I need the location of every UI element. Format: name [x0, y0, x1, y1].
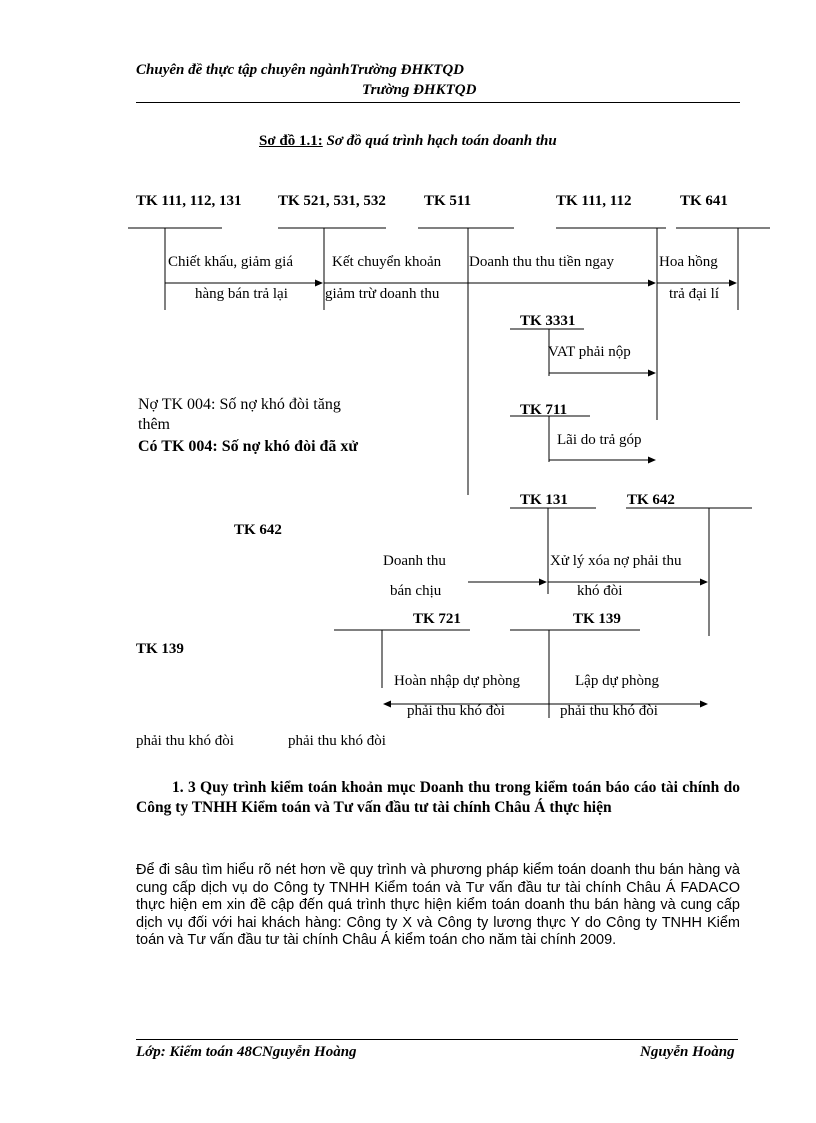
- label-vat: VAT phải nộp: [548, 344, 631, 360]
- label-lap-du-phong-2: phải thu khó đòi: [560, 703, 658, 719]
- label-hoan-nhap-2: phải thu khó đòi: [407, 703, 505, 719]
- body-paragraph: Để đi sâu tìm hiểu rõ nét hơn về quy trình và phương pháp kiểm toán doanh thu bán hàng và cung cấp dịch vụ do Công ty TNHH Kiểm toán và Tư vấn đầu tư tài chính Châu Á FADACO thực hiện em xin đề cập đến quá trình thực hiện kiểm toán doanh thu bán hàng và cung cấp dịch vụ đối với hai khách hàng: Công ty X và Công ty lương thực Y do Công ty TNHH Kiểm toán và Tư vấn đầu tư tài chính Châu Á kiểm toán cho năm tài chính 2009.: [136, 862, 740, 949]
- tk-642-left: TK 642: [234, 522, 282, 538]
- label-phai-thu-b: phải thu khó đòi: [288, 733, 386, 749]
- tk-641: TK 641: [680, 193, 728, 209]
- label-lai-tra-gop: Lãi do trả góp: [557, 432, 642, 448]
- label-hoa-hong-2: trả đại lí: [669, 286, 719, 302]
- label-chiet-khau-2: hàng bán trả lại: [195, 286, 288, 302]
- footer-rule: [136, 1039, 738, 1040]
- label-dt-ban-chiu-2: bán chịu: [390, 583, 442, 599]
- note-no-tk004-1: Nợ TK 004: Số nợ khó đòi tăng: [138, 396, 341, 413]
- label-hoan-nhap-1: Hoàn nhập dự phòng: [394, 673, 521, 689]
- footer-left: Lớp: Kiểm toán 48CNguyễn Hoàng: [136, 1044, 357, 1060]
- label-lap-du-phong-1: Lập dự phòng: [575, 673, 659, 689]
- tk-711: TK 711: [520, 402, 568, 418]
- label-phai-thu-a: phải thu khó đòi: [136, 733, 234, 749]
- tk-139-left: TK 139: [136, 641, 184, 657]
- header-line-1: Chuyên đề thực tập chuyên ngànhTrường ĐHKTQD: [136, 62, 465, 78]
- caption-prefix: Sơ đồ 1.1:: [259, 133, 323, 149]
- tk-521-531-532: TK 521, 531, 532: [278, 193, 386, 209]
- label-doanh-thu-ngay: Doanh thu thu tiền ngay: [469, 254, 614, 270]
- label-xu-ly-1: Xử lý xóa nợ phải thu: [550, 553, 682, 569]
- tk-111-112-131: TK 111, 112, 131: [136, 193, 242, 209]
- tk-131: TK 131: [520, 492, 568, 508]
- footer-right: Nguyễn Hoàng: [640, 1044, 735, 1060]
- label-hoa-hong-1: Hoa hồng: [659, 254, 718, 270]
- tk-3331: TK 3331: [520, 313, 576, 329]
- note-co-tk004: Có TK 004: Số nợ khó đòi đã xử: [138, 438, 359, 455]
- label-chiet-khau-1: Chiết khấu, giảm giá: [168, 254, 293, 270]
- note-no-tk004-2: thêm: [138, 416, 170, 433]
- label-ket-chuyen-1: Kết chuyển khoản: [332, 254, 442, 270]
- tk-139-right: TK 139: [573, 611, 621, 627]
- tk-642-right: TK 642: [627, 492, 675, 508]
- section-heading: 1. 3 Quy trình kiểm toán khoản mục Doanh thu trong kiểm toán báo cáo tài chính do Công ty TNHH Kiểm toán và Tư vấn đầu tư tài chính Châu Á thực hiện: [136, 779, 740, 816]
- caption-title: Sơ đồ quá trình hạch toán doanh thu: [322, 133, 557, 149]
- tk-111-112: TK 111, 112: [556, 193, 632, 209]
- header-line-2: Trường ĐHKTQD: [362, 82, 477, 98]
- label-dt-ban-chiu-1: Doanh thu: [383, 553, 446, 569]
- label-ket-chuyen-2: giảm trừ doanh thu: [325, 286, 440, 302]
- label-xu-ly-2: khó đòi: [577, 583, 623, 599]
- tk-511: TK 511: [424, 193, 472, 209]
- tk-721: TK 721: [413, 611, 461, 627]
